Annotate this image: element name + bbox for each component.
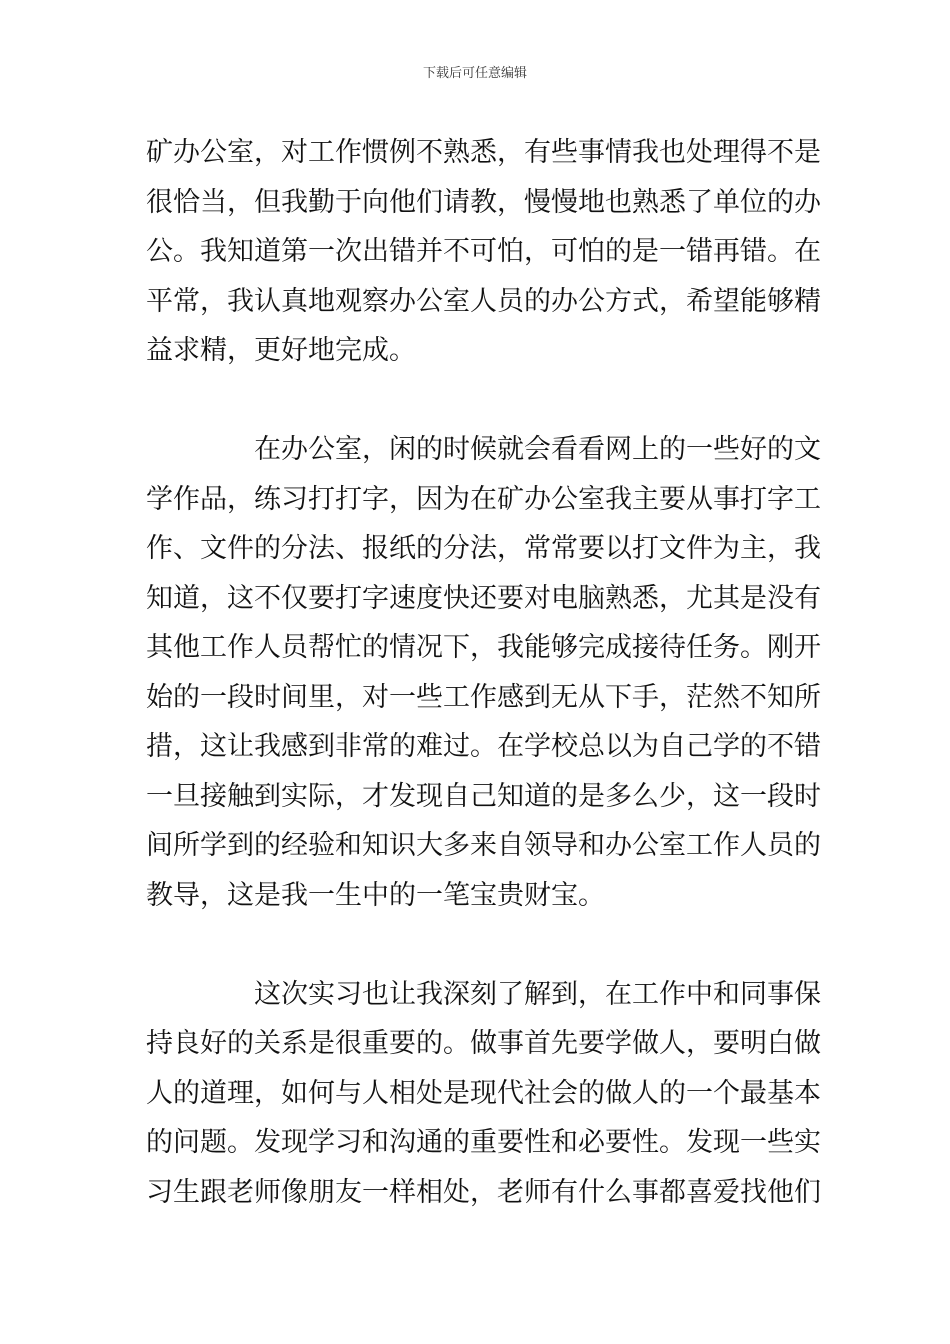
text-line: 很恰当，但我勤于向他们请教，慢慢地也熟悉了单位的办 <box>146 186 821 218</box>
text-line: 学作品，练习打打字，因为在矿办公室我主要从事打字工 <box>146 483 821 515</box>
paragraph-1 <box>146 128 821 376</box>
text-line: 持良好的关系是很重要的。做事首先要学做人，要明白做 <box>146 1028 821 1059</box>
paragraph-3 <box>146 970 821 1218</box>
document-body <box>146 128 821 1217</box>
text-line: 间所学到的经验和知识大多来自领导和办公室工作人员的 <box>146 830 821 861</box>
text-line: 习生跟老师像朋友一样相处，老师有什么事都喜爱找他们 <box>146 1176 821 1208</box>
text-line: 在办公室，闲的时候就会看看网上的一些好的文 <box>254 434 821 465</box>
text-line: 始的一段时间里，对一些工作感到无从下手，茫然不知所 <box>146 681 821 713</box>
text-line: 教导，这是我一生中的一笔宝贵财宝。 <box>146 879 605 911</box>
text-line: 一旦接触到实际，才发现自己知道的是多么少，这一段时 <box>146 780 821 812</box>
text-line: 的问题。发现学习和沟通的重要性和必要性。发现一些实 <box>146 1127 821 1158</box>
text-line: 其他工作人员帮忙的情况下，我能够完成接待任务。刚开 <box>146 632 821 663</box>
text-line: 措，这让我感到非常的难过。在学校总以为自己学的不错 <box>146 731 821 762</box>
text-line: 公。我知道第一次出错并不可怕，可怕的是一错再错。在 <box>146 236 821 267</box>
text-line: 益求精，更好地完成。 <box>146 335 416 366</box>
page-header: 下载后可任意编辑 <box>422 66 527 81</box>
paragraph-2 <box>146 425 821 920</box>
text-line: 矿办公室，对工作惯例不熟悉，有些事情我也处理得不是 <box>146 137 821 168</box>
text-line: 知道，这不仅要打字速度快还要对电脑熟悉，尤其是没有 <box>146 582 821 614</box>
text-line: 这次实习也让我深刻了解到，在工作中和同事保 <box>254 978 821 1010</box>
text-line: 作、文件的分法、报纸的分法，常常要以打文件为主，我 <box>146 533 821 564</box>
text-line: 人的道理，如何与人相处是现代社会的做人的一个最基本 <box>146 1077 821 1109</box>
text-line: 平常，我认真地观察办公室人员的办公方式，希望能够精 <box>146 285 821 317</box>
